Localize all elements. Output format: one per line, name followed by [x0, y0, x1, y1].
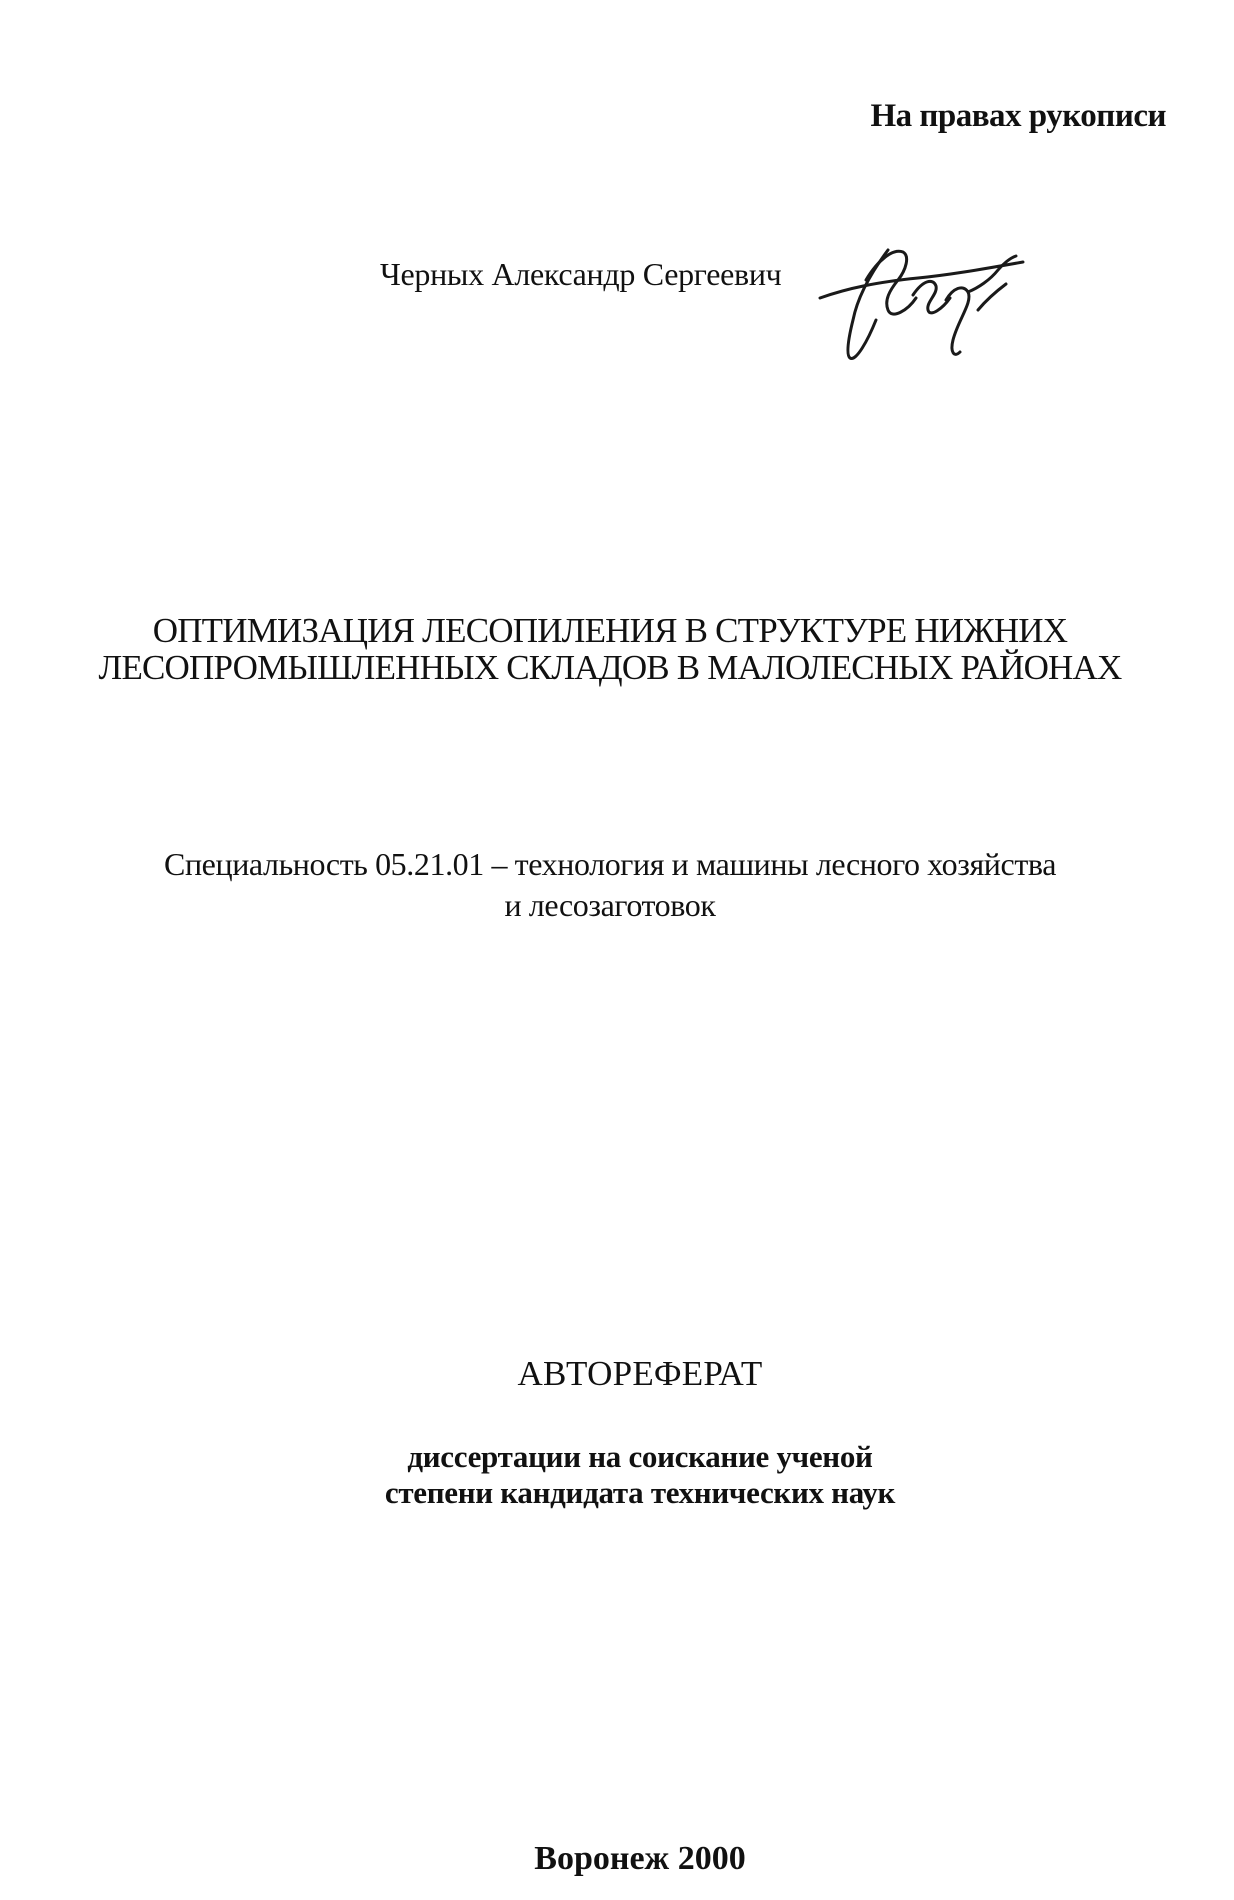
- author-signature: [818, 240, 1028, 370]
- dissertation-title-line-2: ЛЕСОПРОМЫШЛЕННЫХ СКЛАДОВ В МАЛОЛЕСНЫХ РАЙОНАХ: [98, 648, 1122, 687]
- author-name: Черных Александр Сергеевич: [380, 256, 782, 292]
- document-type-heading: АВТОРЕФЕРАТ: [517, 1354, 763, 1393]
- degree-line-2: степени кандидата технических наук: [384, 1475, 896, 1510]
- dissertation-title-line-1: ОПТИМИЗАЦИЯ ЛЕСОПИЛЕНИЯ В СТРУКТУРЕ НИЖНИХ: [152, 611, 1068, 650]
- specialty-line-2: и лесозаготовок: [504, 887, 716, 923]
- manuscript-rights-note: На правах рукописи: [870, 98, 1166, 134]
- city-year: Воронеж 2000: [534, 1840, 746, 1877]
- degree-line-1: диссертации на соискание ученой: [407, 1439, 873, 1474]
- specialty-line-1: Специальность 05.21.01 – технология и машины лесного хозяйства: [164, 846, 1056, 882]
